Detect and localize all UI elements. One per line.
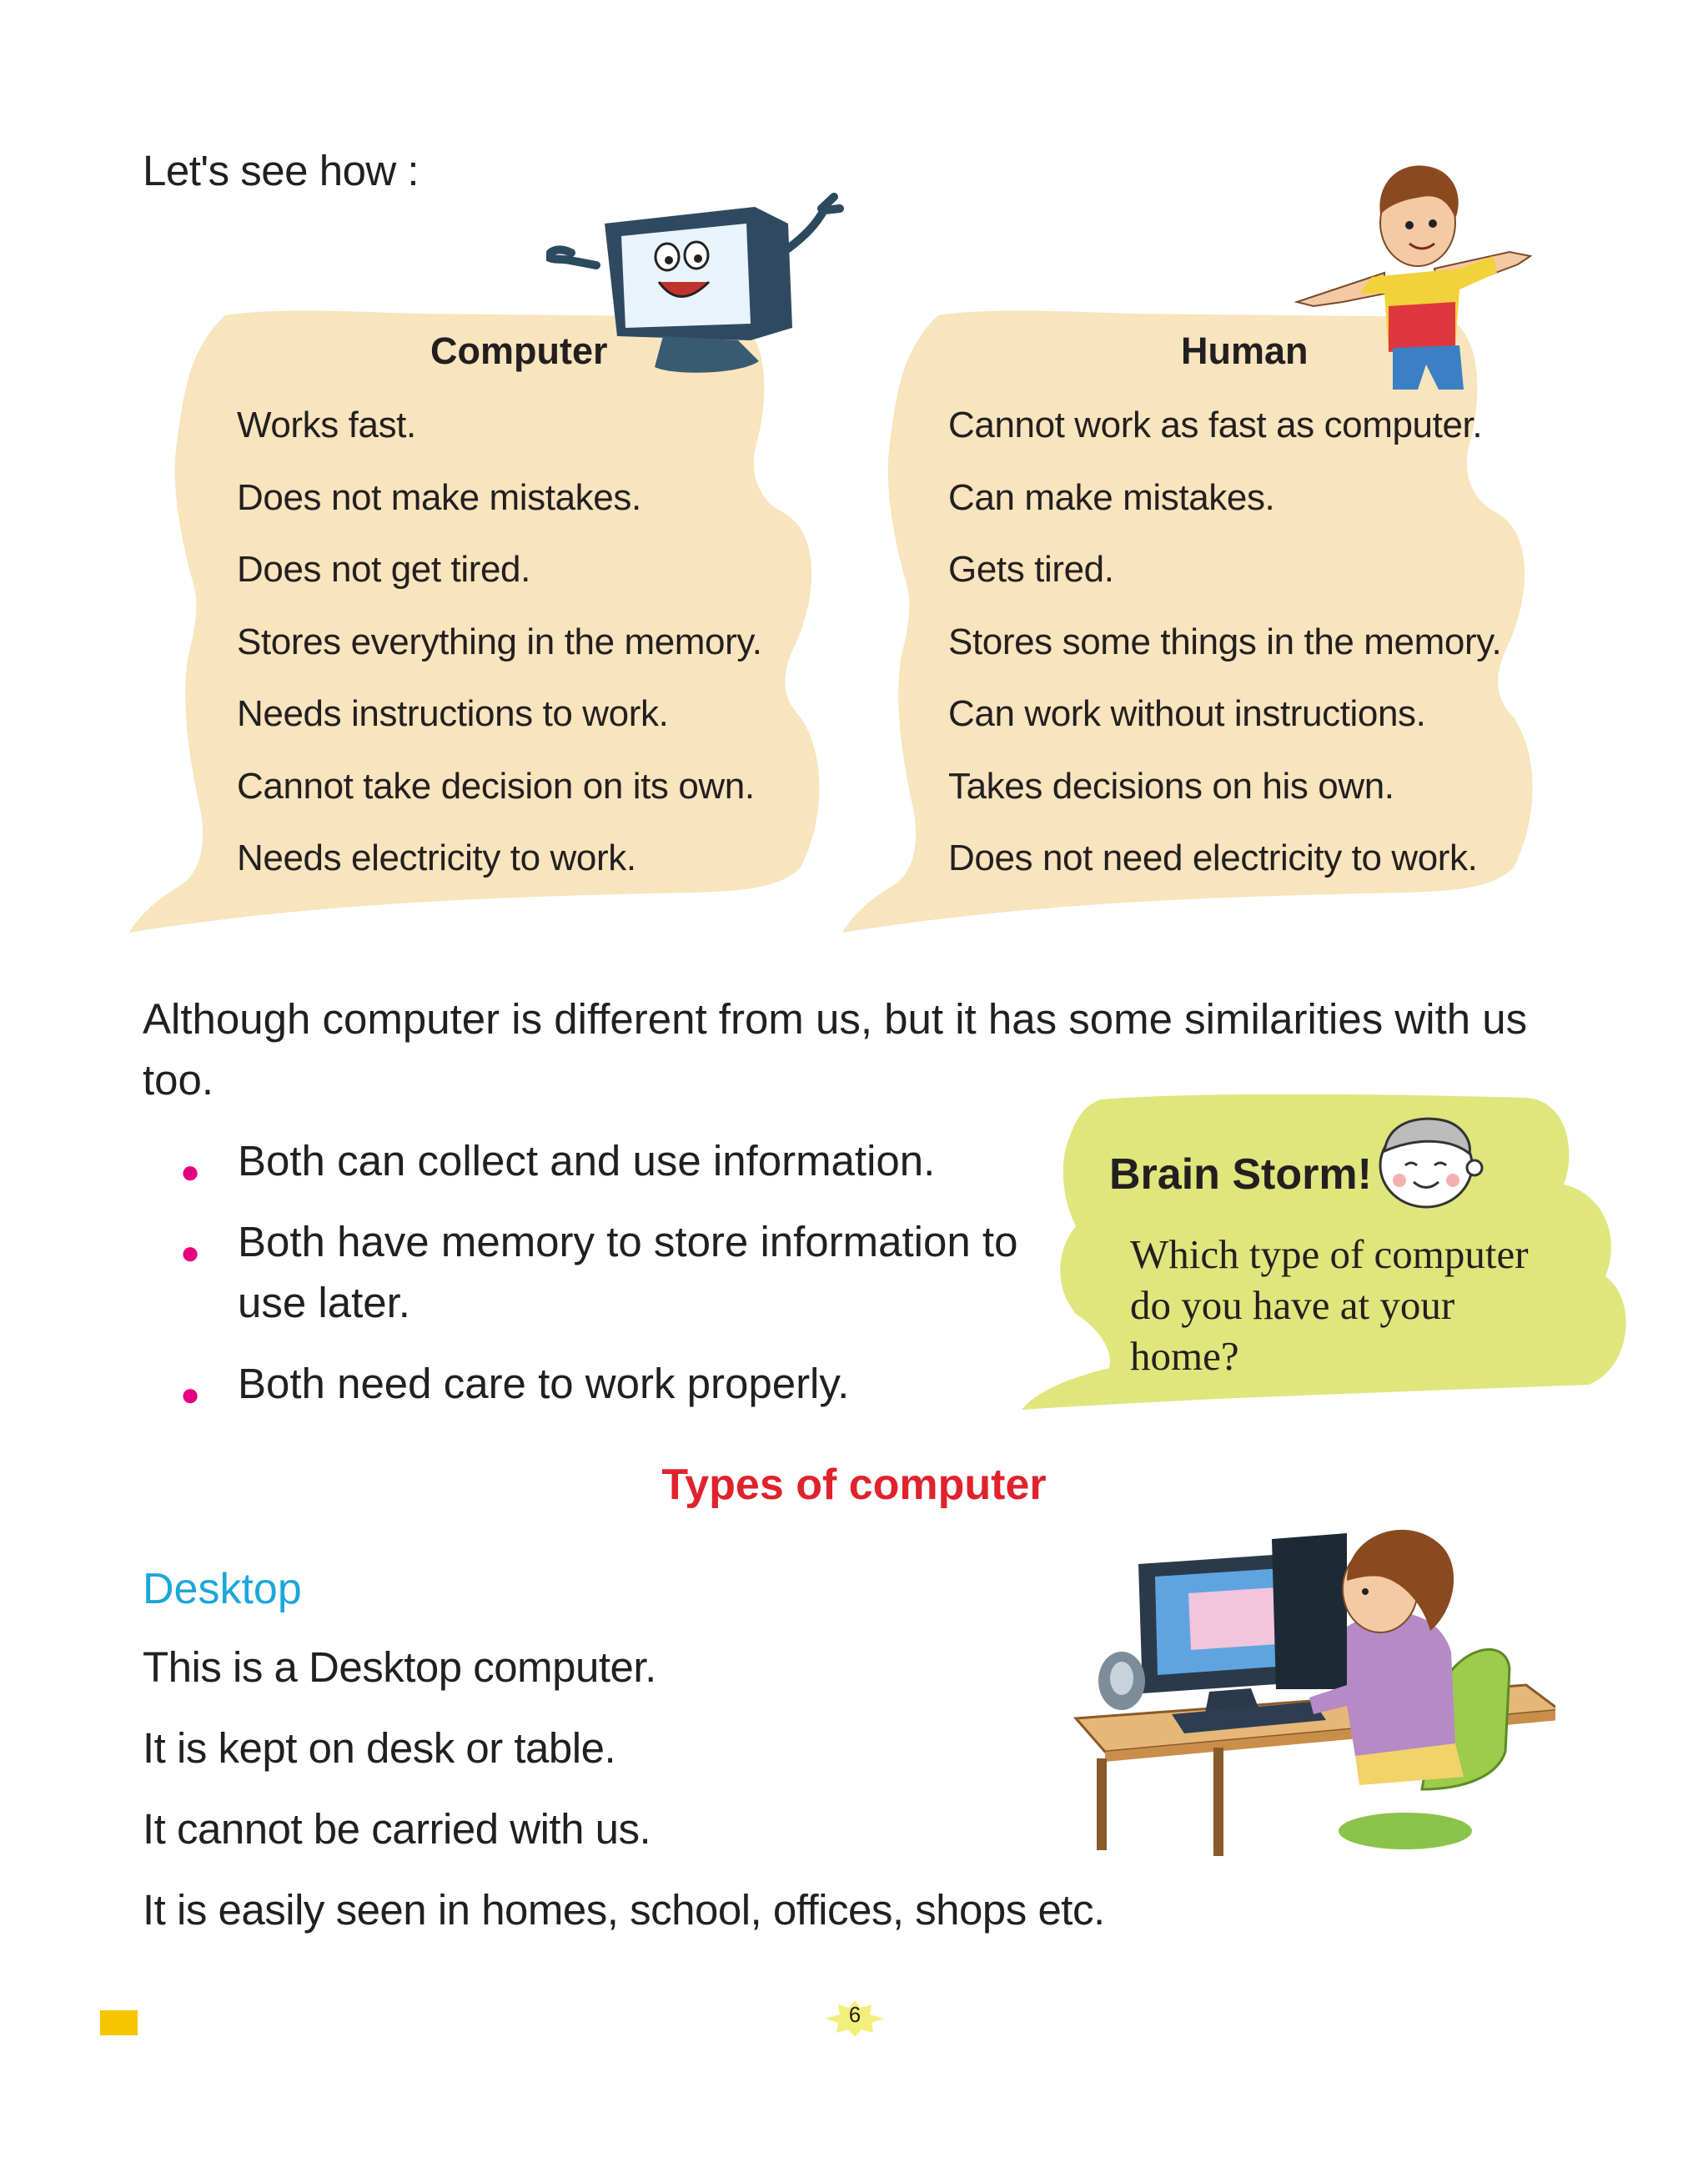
human-trait: Gets tired. xyxy=(948,549,1114,590)
computer-trait: Stores everything in the memory. xyxy=(237,621,762,662)
similarity-text: Both need care to work properly. xyxy=(238,1360,850,1407)
computer-traits-list xyxy=(237,390,762,895)
desktop-line: This is a Desktop computer. xyxy=(143,1643,656,1691)
computer-trait: Needs instructions to work. xyxy=(237,693,669,734)
similarity-item xyxy=(180,1211,1031,1333)
computer-column-heading: Computer xyxy=(430,329,608,372)
similarity-item xyxy=(180,1353,1031,1414)
human-trait: Stores some things in the memory. xyxy=(948,621,1502,662)
desktop-line: It is easily seen in homes, school, offices, shops etc. xyxy=(143,1886,1105,1934)
similarity-item xyxy=(180,1130,1031,1191)
desktop-heading: Desktop xyxy=(143,1565,302,1613)
bullet-icon: ● xyxy=(180,1235,201,1271)
person-at-desktop-illustration xyxy=(1072,1501,1555,1885)
page-number: 6 xyxy=(848,2002,862,2027)
similarity-text: Both have memory to store information to use later. xyxy=(238,1218,1018,1326)
desktop-line: It cannot be carried with us. xyxy=(143,1805,651,1853)
bullet-icon: ● xyxy=(180,1154,201,1190)
human-column-heading: Human xyxy=(1181,329,1309,372)
similarity-text: Both can collect and use information. xyxy=(238,1137,936,1185)
types-of-computer-heading: Types of computer xyxy=(661,1461,1047,1509)
computer-trait: Does not get tired. xyxy=(237,549,530,590)
human-trait: Takes decisions on his own. xyxy=(948,765,1394,807)
human-trait: Does not need electricity to work. xyxy=(948,837,1478,878)
computer-trait: Cannot take decision on its own. xyxy=(237,765,755,807)
computer-trait: Does not make mistakes. xyxy=(237,476,641,518)
brainstorm-title: Brain Storm! xyxy=(1109,1150,1372,1199)
desktop-description-list xyxy=(143,1637,1105,1960)
similarities-list xyxy=(180,1130,1031,1434)
boy-mascot-illustration xyxy=(1293,160,1535,394)
human-traits-list xyxy=(948,390,1501,895)
similarities-paragraph: Although computer is different from us, but it has some similarities with us too. xyxy=(143,995,1528,1104)
bullet-icon: ● xyxy=(180,1376,201,1413)
smiling-face-icon xyxy=(1368,1114,1501,1214)
human-trait: Can make mistakes. xyxy=(948,476,1275,518)
human-trait: Cannot work as fast as computer. xyxy=(948,405,1483,445)
human-trait: Can work without instructions. xyxy=(948,693,1426,734)
intro-text: Let's see how : xyxy=(143,147,419,194)
brainstorm-question: Which type of computer do you have at your home? xyxy=(1130,1231,1529,1379)
computer-trait: Works fast. xyxy=(237,405,416,445)
desktop-line: It is kept on desk or table. xyxy=(143,1724,616,1772)
computer-trait: Needs electricity to work. xyxy=(237,837,636,878)
corner-mark xyxy=(100,2010,138,2035)
